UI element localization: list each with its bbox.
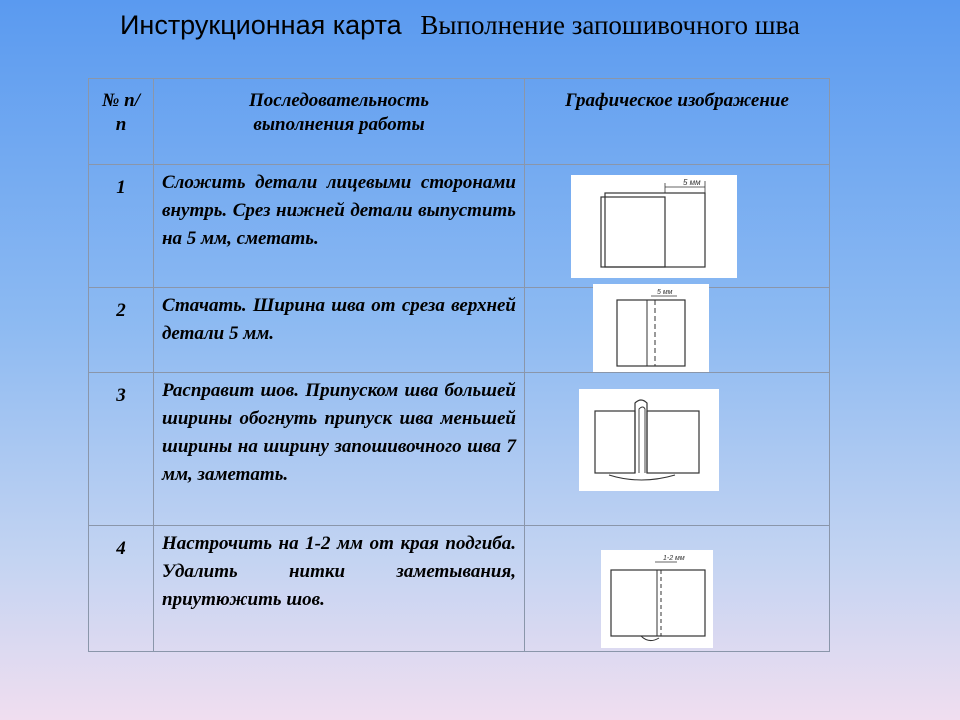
- instruction-table: [88, 78, 830, 652]
- seam-sketch-3: [579, 389, 719, 491]
- header-sequence: Последовательность выполнения работы: [154, 79, 525, 165]
- seam-sketch-1: [571, 175, 737, 278]
- sketch-drawing: [593, 284, 709, 372]
- row-instruction: Расправит шов. Припуском шва большей ширины обогнуть припуск шва меньшей ширины на ширину запошивочного шва 7 мм, заметать.: [154, 373, 525, 526]
- sketch-drawing: [579, 389, 719, 491]
- row-number: 4: [89, 526, 154, 652]
- table-row: [89, 373, 830, 526]
- header-graphic: Графическое изображение: [525, 79, 830, 165]
- row-number: 2: [89, 288, 154, 373]
- sketch-drawing: [571, 175, 737, 278]
- row-graphic: [525, 373, 830, 526]
- row-instruction: Настрочить на 1-2 мм от края подгиба. Удалить нитки заметывания, приутюжить шов.: [154, 526, 525, 652]
- table-row: [89, 526, 830, 652]
- row-graphic: [525, 165, 830, 288]
- sketch-label: 5 мм: [683, 178, 701, 187]
- table-row: [89, 288, 830, 373]
- header-row: [89, 79, 830, 165]
- row-graphic: [525, 526, 830, 652]
- page-title: [120, 10, 800, 41]
- table-row: [89, 165, 830, 288]
- title-subtitle: Выполнение запошивочного шва: [420, 10, 800, 40]
- title-main: Инструкционная карта: [120, 10, 402, 40]
- row-instruction: Сложить детали лицевыми сторонами внутрь. Срез нижней детали выпустить на 5 мм, сметать.: [154, 165, 525, 288]
- seam-sketch-2: [593, 284, 709, 372]
- sketch-drawing: [601, 550, 713, 648]
- row-number: 3: [89, 373, 154, 526]
- row-number: 1: [89, 165, 154, 288]
- row-graphic: [525, 288, 830, 373]
- sketch-label: 1-2 мм: [663, 555, 685, 562]
- row-instruction: Стачать. Ширина шва от среза верхней детали 5 мм.: [154, 288, 525, 373]
- sketch-label: 5 мм: [657, 289, 673, 296]
- seam-sketch-4: [601, 550, 713, 648]
- header-num: № п/п: [89, 79, 154, 165]
